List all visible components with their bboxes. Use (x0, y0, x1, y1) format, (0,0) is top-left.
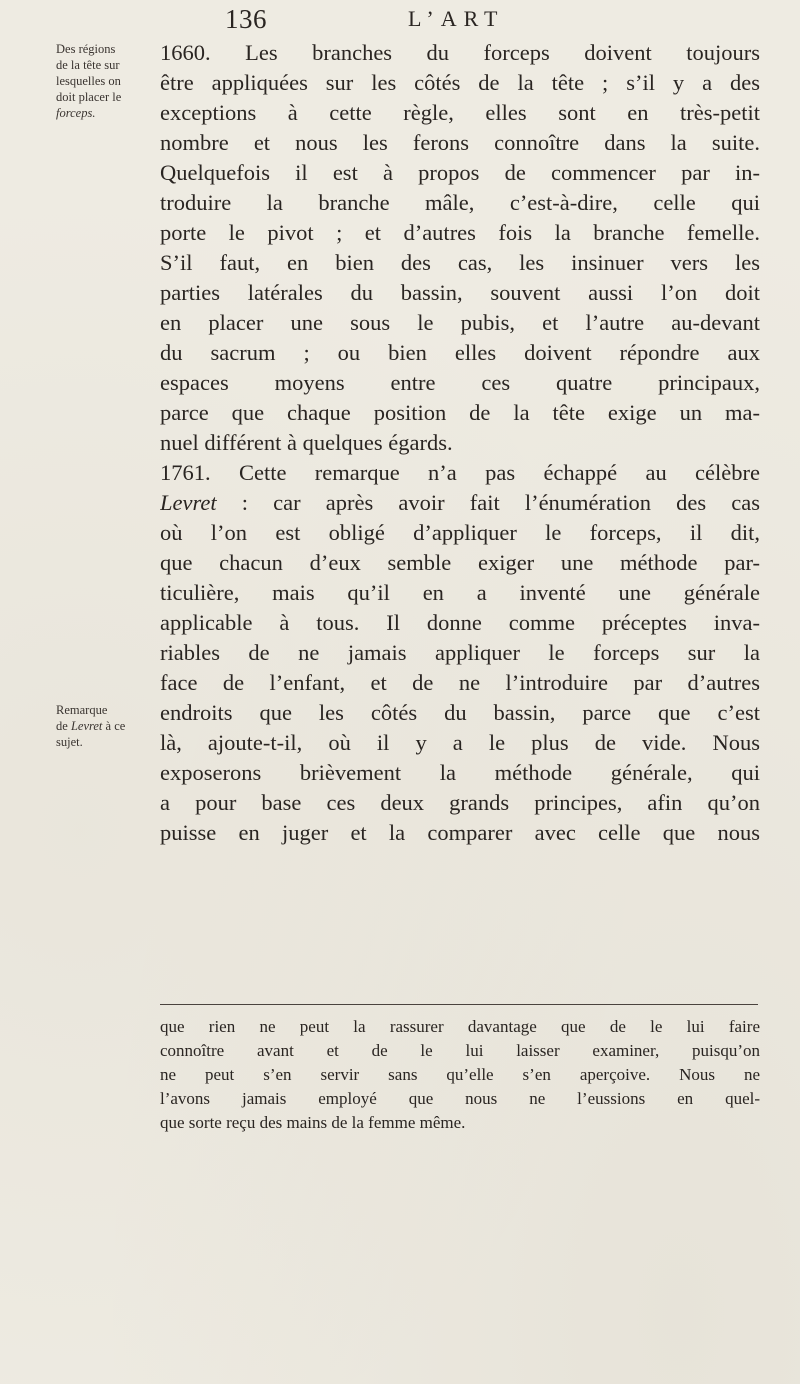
page-number: 136 (225, 4, 267, 34)
margin-note-line: doit placer le (56, 90, 122, 104)
text-line: nuel différent à quelques égards. (160, 430, 453, 455)
text-line: porte le pivot ; et d’autres fois la branche femelle. (160, 220, 760, 245)
footnote-line: que sorte reçu des mains de la femme même. (160, 1113, 466, 1132)
text-line: nombre et nous les ferons connoître dans la suite. (160, 130, 760, 155)
footnote-line: ne peut s’en servir sans qu’elle s’en aperçoive. Nous ne (160, 1065, 760, 1084)
text-line: riables de ne jamais appliquer le forceps sur la (160, 640, 760, 665)
text-line: espaces moyens entre ces quatre principaux, (160, 370, 760, 395)
text-line: que chacun d’eux semble exiger une méthode par- (160, 550, 760, 575)
text-line: endroits que les côtés du bassin, parce que c’est (160, 700, 760, 725)
footnote-line: l’avons jamais employé que nous ne l’eussions en quel- (160, 1089, 760, 1108)
margin-note-line: sujet. (56, 735, 83, 749)
author-name: Levret (70, 719, 103, 733)
text-line: du sacrum ; ou bien elles doivent répondre aux (160, 340, 760, 365)
text-line: troduire la branche mâle, c’est-à-dire, celle qui (160, 190, 760, 215)
text-line: S’il faut, en bien des cas, les insinuer vers les (160, 250, 760, 275)
margin-note-line: de la tête sur (56, 58, 120, 72)
footnote-divider (160, 1004, 758, 1005)
margin-note-remarque (56, 702, 154, 750)
margin-note-line: Des régions (56, 42, 116, 56)
margin-note-line: lesquelles on (56, 74, 121, 88)
text-line: exceptions à cette règle, elles sont en très-petit (160, 100, 760, 125)
footnote-line: que rien ne peut la rassurer davantage que de le lui faire (160, 1017, 760, 1036)
text-line: applicable à tous. Il donne comme préceptes inva- (160, 610, 760, 635)
text-line: Quelquefois il est à propos de commencer par in- (160, 160, 760, 185)
text-line: en placer une sous le pubis, et l’autre au-devant (160, 310, 760, 335)
text-line: Levret : car après avoir fait l’énumération des cas (160, 490, 760, 515)
text-line: parties latérales du bassin, souvent aussi l’on doit (160, 280, 760, 305)
margin-note-regions (56, 41, 154, 121)
page-header (0, 4, 800, 36)
author-name: Levret (160, 490, 217, 515)
text-line: où l’on est obligé d’appliquer le forceps, il dit, (160, 520, 760, 545)
text-line: a pour base ces deux grands principes, afin qu’on (160, 790, 760, 815)
margin-note-line: forceps. (56, 106, 96, 120)
text-line: être appliquées sur les côtés de la tête ; s’il y a des (160, 70, 760, 95)
margin-note-line: de Levret à ce (56, 719, 126, 733)
text-line: parce que chaque position de la tête exige un ma- (160, 400, 760, 425)
text-line: face de l’enfant, et de ne l’introduire par d’autres (160, 670, 760, 695)
text-line: ticulière, mais qu’il en a inventé une générale (160, 580, 760, 605)
text-line: exposerons brièvement la méthode générale, qui (160, 760, 760, 785)
text-line: 1761. Cette remarque n’a pas échappé au célèbre (160, 460, 760, 485)
footnote (160, 1015, 760, 1135)
running-head: L’ART (408, 6, 505, 31)
text-line: puisse en juger et la comparer avec celle que nous (160, 820, 760, 845)
main-text (160, 38, 760, 848)
text-line: là, ajoute-t-il, où il y a le plus de vide. Nous (160, 730, 760, 755)
footnote-line: connoître avant et de le lui laisser examiner, puisqu’on (160, 1041, 760, 1060)
text-line: 1660. Les branches du forceps doivent toujours (160, 40, 760, 65)
margin-note-line: Remarque (56, 703, 108, 717)
